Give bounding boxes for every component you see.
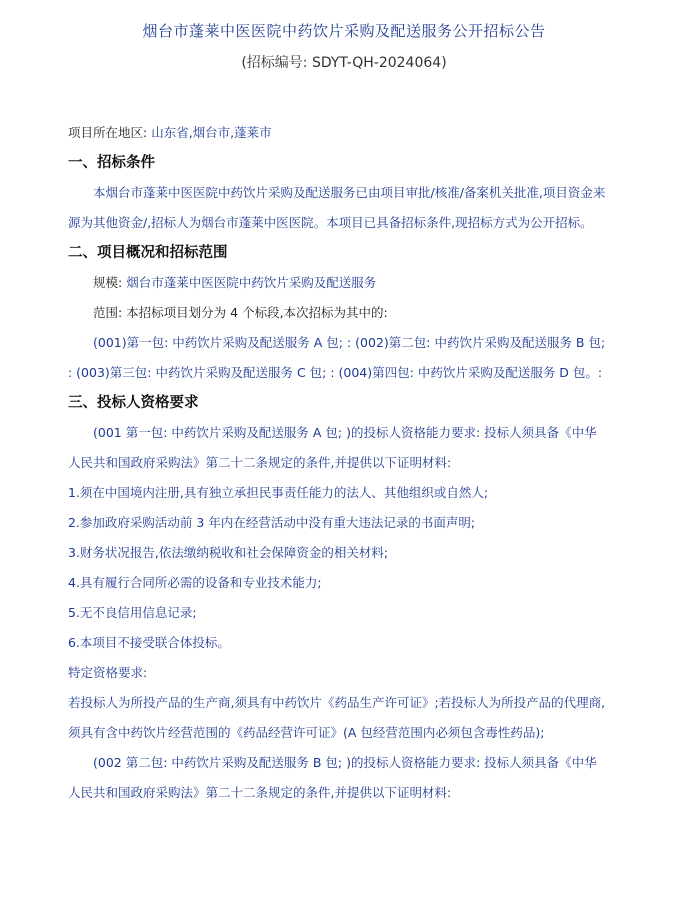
location-label: 项目所在地区: <box>68 125 152 140</box>
special-requirements-label: 特定资格要求: <box>68 665 148 680</box>
tender-number: (招标编号: SDYT-QH-2024064) <box>241 55 447 71</box>
requirement-item: 2.参加政府采购活动前 3 年内在经营活动中没有重大违法记录的书面声明; <box>68 515 476 530</box>
location-value: 山东省,烟台市,蓬莱市 <box>151 125 272 140</box>
lot-1-requirements-intro: (001 第一包: 中药饮片采购及配送服务 A 包; )的投标人资格能力要求: 投标人须具备《中华人民共和国政府采购法》第二十二条规定的条件,并提供以下证明材料: <box>68 425 597 470</box>
section-1-paragraph: 本烟台市蓬莱中医医院中药饮片采购及配送服务已由项目审批/核准/备案机关批准,项目资金来源为其他资金/,招标人为烟台市蓬莱中医医院。本项目已具备招标条件,现招标方式为公开招标。 <box>68 185 606 230</box>
section-1-heading: 一、招标条件 <box>68 155 155 171</box>
project-range: 范围: 本招标项目划分为 4 个标段,本次招标为其中的: <box>93 305 388 320</box>
document-title: 烟台市蓬莱中医医院中药饮片采购及配送服务公开招标公告 <box>142 22 546 40</box>
lots-list: (001)第一包: 中药饮片采购及配送服务 A 包; : (002)第二包: 中药饮片采购及配送服务 B 包; : (003)第三包: 中药饮片采购及配送服务 C 包; : (004)第四包: 中药饮片采购及配送服务 D 包。: <box>68 335 606 380</box>
scale-label: 规模: <box>93 275 127 290</box>
section-3-heading: 三、投标人资格要求 <box>68 395 199 411</box>
section-2-heading: 二、项目概况和招标范围 <box>68 245 228 261</box>
scale-value: 烟台市蓬莱中医医院中药饮片采购及配送服务 <box>126 275 377 290</box>
requirement-item: 5.无不良信用信息记录; <box>68 605 197 620</box>
lot-2-requirements-intro: (002 第二包: 中药饮片采购及配送服务 B 包; )的投标人资格能力要求: 投标人须具备《中华人民共和国政府采购法》第二十二条规定的条件,并提供以下证明材料: <box>68 755 597 800</box>
requirement-item: 3.财务状况报告,依法缴纳税收和社会保障资金的相关材料; <box>68 545 389 560</box>
project-location <box>68 118 608 148</box>
project-scale <box>68 268 608 298</box>
requirement-item: 6.本项目不接受联合体投标。 <box>68 635 230 650</box>
special-requirements-text: 若投标人为所投产品的生产商,须具有中药饮片《药品生产许可证》;若投标人为所投产品的代理商,须具有含中药饮片经营范围的《药品经营许可证》(A 包经营范围内必须包含毒性药品); <box>68 695 606 740</box>
requirement-item: 4.具有履行合同所必需的设备和专业技术能力; <box>68 575 322 590</box>
requirement-item: 1.须在中国境内注册,具有独立承担民事责任能力的法人、其他组织或自然人; <box>68 485 489 500</box>
document-body <box>68 118 608 808</box>
